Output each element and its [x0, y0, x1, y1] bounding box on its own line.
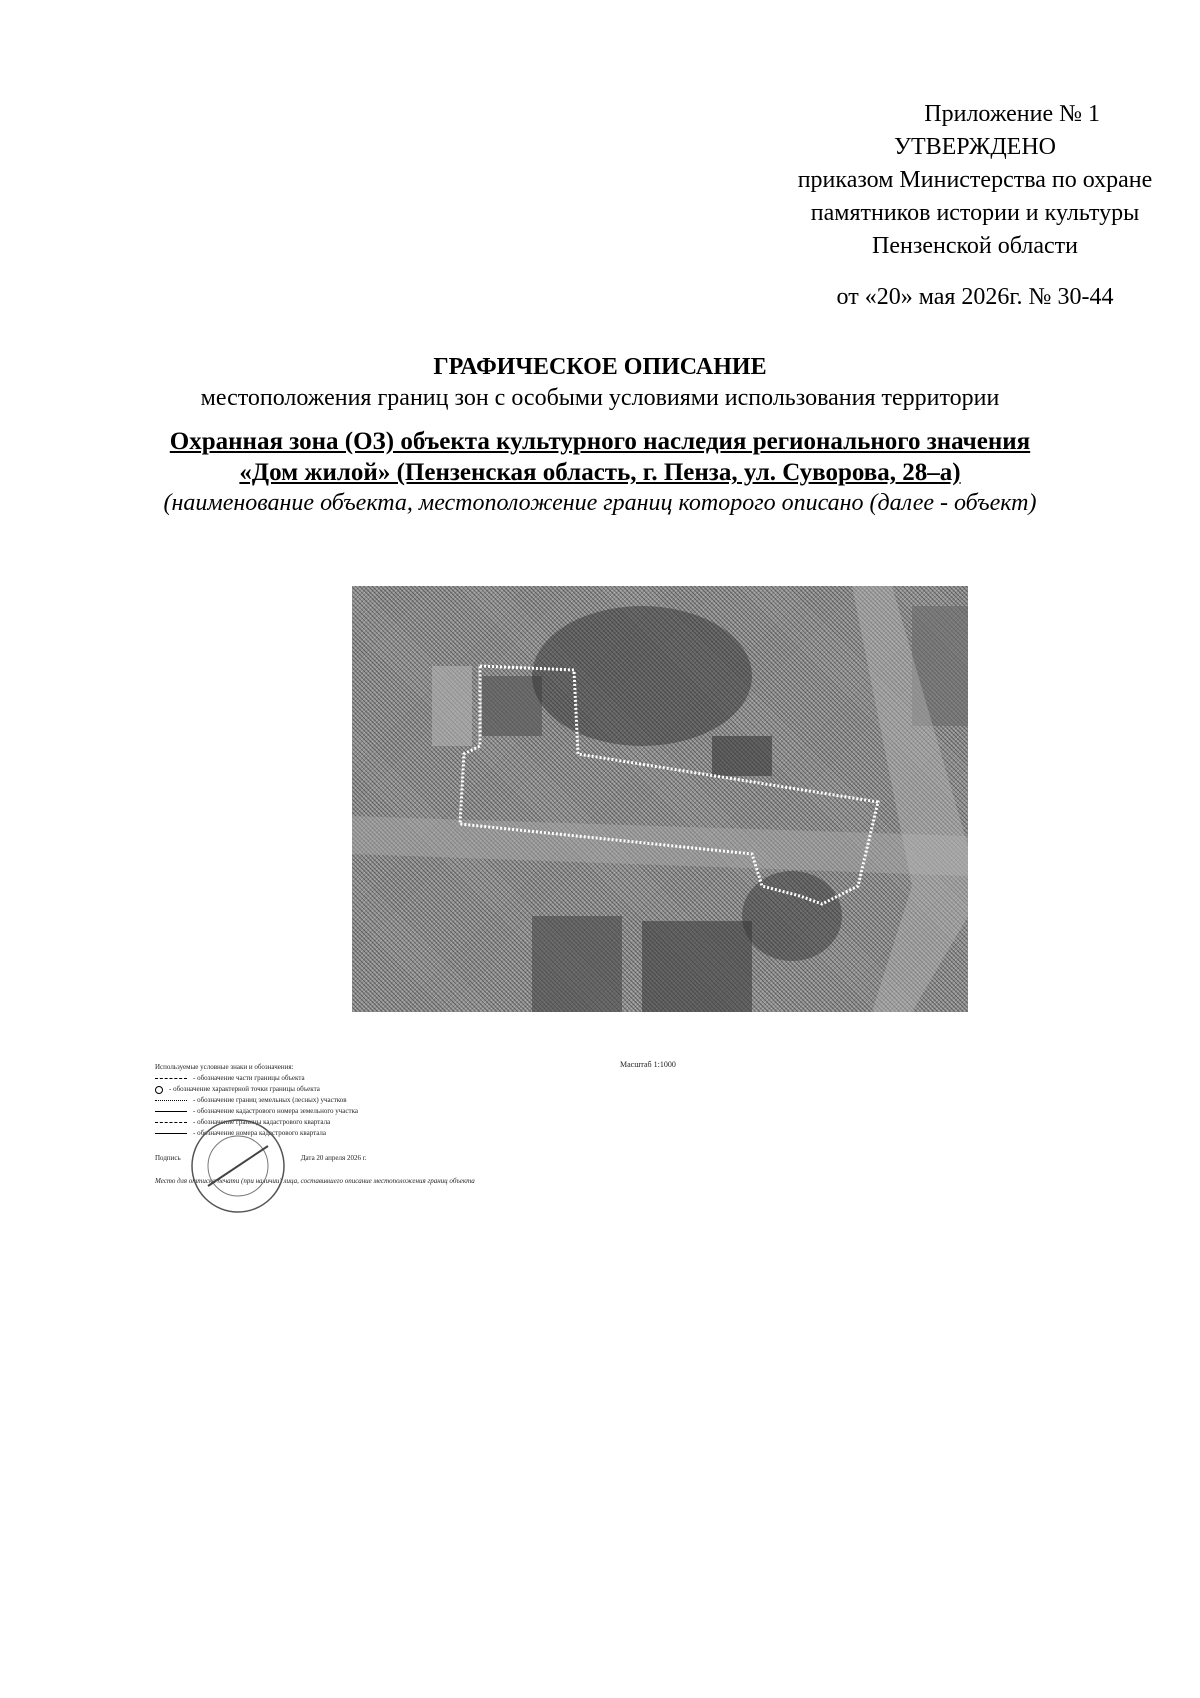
tree-canopy [742, 871, 842, 961]
seal-note: Место для оттиска печати (при наличии) лица, составившего описание местоположения границ объекта [155, 1177, 475, 1185]
legend-item-label: - обозначение границы кадастрового квартала [193, 1118, 331, 1126]
building-block [712, 736, 772, 776]
dashed-line-swatch [155, 1078, 187, 1079]
building-block [642, 921, 752, 1012]
document-subtitle: местоположения границ зон с особыми условиями использования территории [200, 385, 1000, 411]
tree-canopy [532, 606, 752, 746]
legend-item-label: - обозначение части границы объекта [193, 1074, 305, 1082]
object-name-line-2: «Дом жилой» (Пензенская область, г. Пенза, ул. Суворова, 28–а) [239, 459, 961, 486]
approval-line-2: памятников истории и культуры [810, 200, 1140, 226]
annex-label: Приложение № 1 [924, 101, 1100, 127]
building-block [432, 666, 472, 746]
approval-block [740, 98, 1200, 314]
dashed-line-swatch [155, 1122, 187, 1123]
document-title: ГРАФИЧЕСКОЕ ОПИСАНИЕ [433, 354, 767, 380]
scale-label: Масштаб 1:1000 [620, 1060, 676, 1069]
legend-item [155, 1084, 675, 1095]
legend-item [155, 1095, 675, 1106]
legend-item [155, 1073, 675, 1084]
seal-stamp-icon [188, 1116, 288, 1216]
solid-line-swatch [155, 1111, 187, 1112]
map-drawing [352, 586, 968, 1012]
point-swatch [155, 1086, 163, 1094]
title-block [100, 352, 1100, 519]
approved-label: УТВЕРЖДЕНО [893, 134, 1057, 160]
object-name-line-1: Охранная зона (ОЗ) объекта культурного наследия регионального значения [169, 428, 1031, 455]
solid-line-swatch [155, 1133, 187, 1134]
approval-line-1: приказом Министерства по охране [797, 167, 1153, 193]
object-caption: (наименование объекта, местоположение границ которого описано (далее - объект) [163, 490, 1037, 516]
building-block [532, 916, 622, 1012]
approval-line-3: Пензенской области [872, 233, 1078, 259]
legend-heading: Используемые условные знаки и обозначения: [155, 1063, 294, 1071]
legend-item-label: - обозначение границ земельных (лесных) участков [193, 1096, 347, 1104]
signature-date: Дата 20 апреля 2026 г. [300, 1154, 367, 1162]
dotted-line-swatch [155, 1100, 187, 1101]
legend-item-label: - обозначение характерной точки границы объекта [169, 1085, 320, 1093]
legend-item-label: - обозначение номера кадастрового квартала [193, 1129, 327, 1137]
signature-label: Подпись [155, 1154, 181, 1162]
legend-item-label: - обозначение кадастрового номера земельного участка [193, 1107, 358, 1115]
order-date: от «20» мая 2026г. № 30-44 [836, 284, 1114, 310]
aerial-map [352, 586, 968, 1012]
